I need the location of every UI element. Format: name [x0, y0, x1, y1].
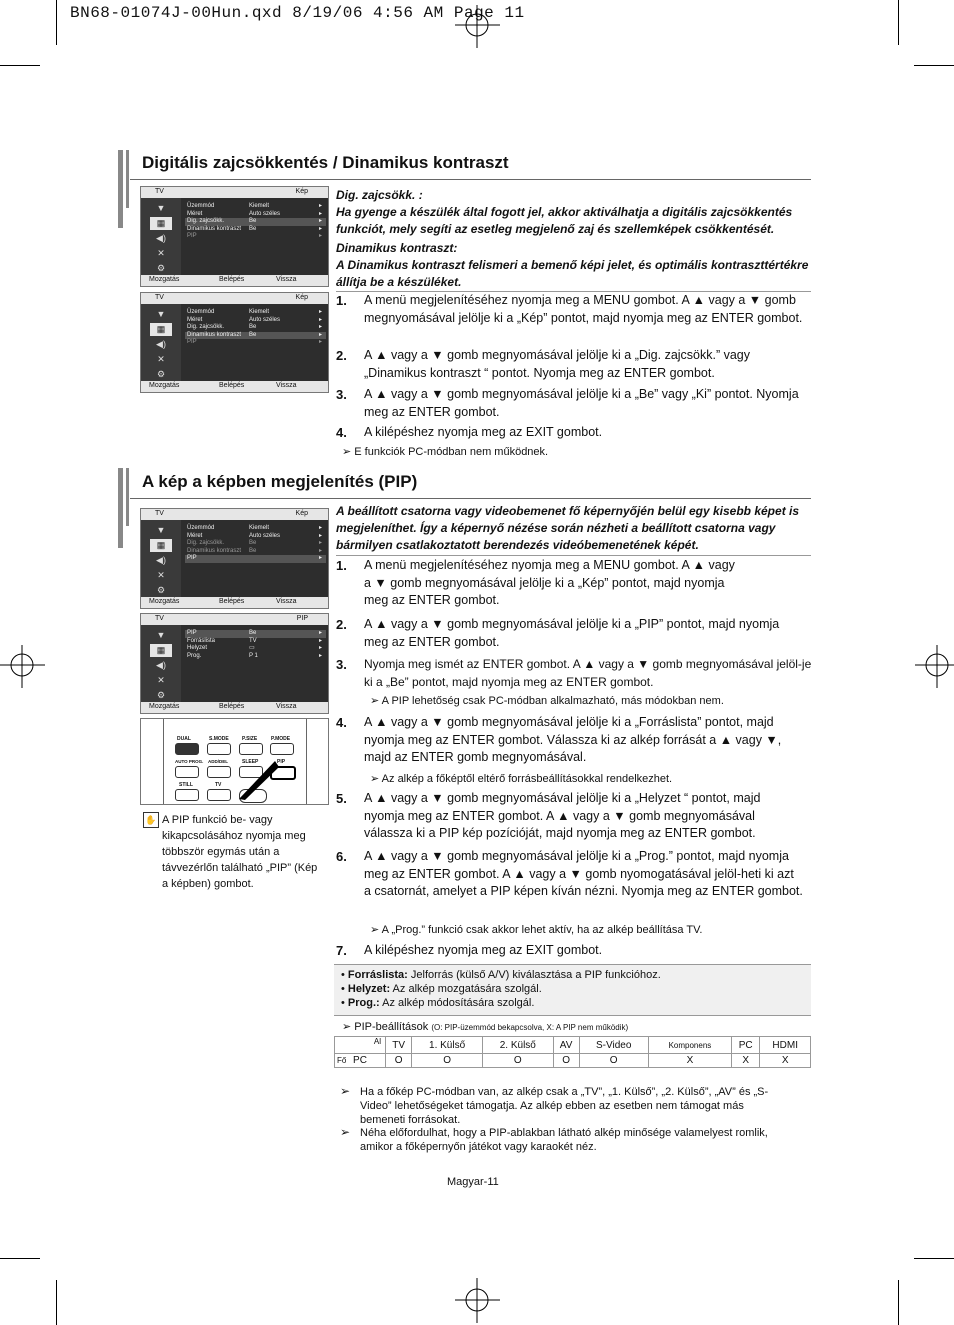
table-header: HDMI — [760, 1037, 811, 1054]
table-header-row — [335, 1037, 811, 1054]
setup-icon: ⚙ — [156, 263, 166, 273]
dig-text: Ha gyenge a készülék által fogott jel, akkor aktiválhatja a digitális zajcsökkentés funkciót, mely segíti az esetleg megjelenő zaj és szellemképek csökkentését. — [336, 205, 793, 236]
dyn-text: A Dinamikus kontraszt felismeri a bemenő képi jelet, és optimális kontraszttértékre állítja be a készüléket. — [336, 258, 809, 289]
sound-icon: ◀) — [156, 660, 166, 670]
step-number: 3. — [336, 657, 347, 672]
pip-settings-label: ➢ PIP-beállítások (O: PIP-üzemmód bekapcsolva, X: A PIP nem működik) — [342, 1021, 629, 1033]
picture-icon: ▦ — [150, 217, 172, 230]
picture-icon: ▦ — [150, 644, 172, 657]
menu-source: TV — [155, 188, 164, 195]
step-text: A ▲ vagy a ▼ gomb megnyomásával jelölje ki a „Be” vagy „Ki” pontot. Nyomja meg az ENTER gombot. — [364, 387, 799, 419]
footer-move: Mozgatás — [149, 703, 180, 710]
registration-mark-icon — [455, 0, 500, 50]
step-text: A menü megjelenítéséhez nyomja meg a MENU gombot. A ▲ vagy a ▼ gomb megnyomásával jelölje ki a „Kép” pontot, majd nyomja meg az ENTER gombot. — [364, 293, 803, 325]
tv-menu-screen — [140, 508, 329, 609]
dual-button[interactable] — [175, 743, 199, 755]
step-text: A kilépéshez nyomja meg az EXIT gombot. — [364, 943, 603, 957]
crop-mark — [56, 1280, 57, 1325]
note-arrow-icon: ➢ — [370, 924, 382, 936]
psize-button[interactable] — [239, 743, 263, 755]
table-row-label: PC — [335, 1054, 386, 1068]
registration-mark-icon — [455, 1276, 500, 1325]
adddel-button[interactable] — [207, 766, 231, 778]
step-number: 3. — [336, 387, 347, 402]
crop-mark — [914, 65, 954, 66]
menu-row: Üzemmód Kiemelt ▸ — [187, 203, 322, 209]
note-arrow-icon: ➢ — [342, 1021, 355, 1033]
footer-back: Vissza — [276, 382, 297, 389]
note-line: ➢ A „Prog.” funkció csak akkor lehet aktív, ha az alkép beállítása TV. — [370, 924, 703, 936]
remote-hint-icon: ✋ — [143, 812, 159, 828]
tv-button[interactable] — [207, 789, 231, 801]
step-text: A ▲ vagy a ▼ gomb megnyomásával jelölje ki a „Prog.” pontot, majd nyomja meg az ENTER gombot. A ▲ vagy a ▼ gomb nyomogatásával jelöl-heti ki azt a csatornát, amelyet a PIP képen kíván nézni. Nyomja meg az ENTER gombot. — [364, 849, 803, 898]
picture-icon: ▦ — [150, 323, 172, 336]
channel-icon: ✕ — [157, 248, 165, 258]
menu-row: PIP Be ▸ — [185, 630, 326, 638]
menu-row: PIP ▸ — [187, 233, 322, 239]
file-header: BN68-01074J-00Hun.qxd 8/19/06 4:56 AM Page 11 — [70, 4, 525, 22]
remote-label: SLEEP — [242, 759, 259, 765]
table-cell: O — [482, 1054, 553, 1068]
menu-row: Méret Auto széles ▸ — [187, 532, 322, 539]
table-header: TV — [386, 1037, 412, 1054]
step-number: 2. — [336, 617, 347, 632]
table-row — [335, 1054, 811, 1068]
smode-button[interactable] — [207, 743, 231, 755]
menu-row: Prog. P 1 ▸ — [187, 652, 322, 659]
antenna-icon: ▼ — [156, 203, 166, 213]
table-corner: Al Fő — [335, 1037, 386, 1054]
bullet-list — [341, 968, 661, 1010]
antenna-icon: ▼ — [156, 630, 166, 640]
note-arrow-icon: ➢ — [342, 446, 355, 458]
autoprog-button[interactable] — [175, 766, 199, 778]
footer-back: Vissza — [276, 276, 297, 283]
footer-enter: Belépés — [219, 382, 245, 389]
footer-enter: Belépés — [219, 276, 245, 283]
channel-icon: ✕ — [157, 675, 165, 685]
pip-intro: A beállított csatorna vagy videobemenet fő képernyőjén belül egy kisebb képet is megjeleníthet. Így a képernyő nézése során nézheti a beállított csatorna vagy bármilyen csatlakoztatott berendezés videóbemenetének képét. — [336, 504, 800, 552]
crop-mark — [898, 0, 899, 45]
section-title: A kép a képben megjelenítés (PIP) — [142, 472, 418, 491]
sound-icon: ◀) — [156, 233, 166, 243]
table-header: PC — [732, 1037, 760, 1054]
remote-label: P.MODE — [271, 736, 291, 742]
footer-back: Vissza — [276, 703, 297, 710]
note-arrow-icon: ➢ — [340, 1084, 351, 1098]
remote-label: DUAL — [177, 736, 191, 742]
pip-settings-table — [334, 1036, 811, 1068]
note-line: ➢ A PIP lehetőség csak PC-módban alkalmazható, más módokban nem. — [370, 695, 724, 707]
setup-icon: ⚙ — [156, 690, 166, 700]
table-header: 1. Külső — [412, 1037, 483, 1054]
step-number: 1. — [336, 293, 347, 308]
tv-menu-screen — [140, 613, 329, 714]
dig-heading: Dig. zajcsökk. : — [336, 188, 423, 202]
note-arrow-icon: ➢ — [370, 773, 382, 785]
menu-row: Üzemmód Kiemelt ▸ — [187, 309, 322, 315]
remote-label: ADD/DEL — [208, 759, 228, 764]
sound-icon: ◀) — [156, 339, 166, 349]
menu-row: PIP ▸ — [185, 555, 326, 563]
remote-illustration — [140, 718, 329, 805]
step-number: 4. — [336, 715, 347, 730]
step-text: A ▲ vagy a ▼ gomb megnyomásával jelölje ki a „Helyzet “ pontot, majd nyomja meg az ENTER gombot. A ▲ vagy a ▼ gomb megnyomásával válassza ki a PIP kép pozícióját, majd nyomja meg az ENTER gombot. — [364, 791, 761, 840]
picture-icon: ▦ — [150, 539, 172, 552]
menu-row: Dig. zajcsökk. Be ▸ — [185, 218, 326, 226]
menu-name: Kép — [295, 188, 308, 195]
step-number: 7. — [336, 943, 347, 958]
menu-row: Dig. zajcsökk. Be ▸ — [187, 324, 322, 330]
step-text: A ▲ vagy a ▼ gomb megnyomásával jelölje ki a „PIP” pontot, majd nyomja meg az ENTER gombot. — [364, 617, 780, 649]
table-header: AV — [553, 1037, 579, 1054]
remote-label: TV — [215, 782, 222, 788]
footer-enter: Belépés — [219, 598, 245, 605]
step-text: A ▲ vagy a ▼ gomb megnyomásával jelölje ki a „Dig. zajcsökk.” vagy „Dinamikus kontraszt “ pontot. Nyomja meg az ENTER gombot. — [364, 348, 751, 380]
table-header: Komponens — [648, 1037, 731, 1054]
step-text: A ▲ vagy a ▼ gomb megnyomásával jelölje ki a „Forráslista” pontot, majd nyomja meg az ENTER gombot. Válassza ki az alkép forrását a ▲ vagy ▼, majd az ENTER gomb megnyomásával. — [364, 715, 782, 764]
section-bar — [126, 468, 129, 526]
footer-move: Mozgatás — [149, 598, 180, 605]
section-bar — [118, 150, 123, 228]
bullet-item: • Forráslista: Jelforrás (külső A/V) kiválasztása a PIP funkcióhoz. — [341, 969, 661, 981]
crop-mark — [56, 0, 57, 45]
step-text: A kilépéshez nyomja meg az EXIT gombot. — [364, 425, 603, 439]
registration-mark-icon — [915, 640, 954, 690]
table-cell: X — [760, 1054, 811, 1068]
crop-mark — [914, 1258, 954, 1259]
divider — [336, 555, 811, 556]
table-cell: O — [579, 1054, 648, 1068]
step-number: 5. — [336, 791, 347, 806]
sound-icon: ◀) — [156, 555, 166, 565]
crop-mark — [0, 1258, 40, 1259]
menu-row: Üzemmód Kiemelt ▸ — [187, 525, 322, 531]
final-note: Néha előfordulhat, hogy a PIP-ablakban látható alkép minősége valamelyest romlik, amikor a főképernyőn játékot vagy karaokét néz. — [360, 1127, 768, 1153]
menu-row: PIP ▸ — [187, 339, 322, 345]
menu-row: Méret Auto széles ▸ — [187, 210, 322, 217]
footer-back: Vissza — [276, 598, 297, 605]
note-arrow-icon: ➢ — [370, 695, 382, 707]
channel-icon: ✕ — [157, 570, 165, 580]
still-button[interactable] — [175, 789, 199, 801]
menu-source: TV — [155, 294, 164, 301]
footer-move: Mozgatás — [149, 382, 180, 389]
menu-name: Kép — [295, 294, 308, 301]
table-cell: O — [553, 1054, 579, 1068]
step-text: Nyomja meg ismét az ENTER gombot. A ▲ vagy a ▼ gomb megnyomásával jelöl-je ki a „Be” pontot, majd nyomja meg az ENTER gombot. — [364, 657, 812, 689]
footer-enter: Belépés — [219, 703, 245, 710]
tv-menu-screen — [140, 186, 329, 287]
footer-move: Mozgatás — [149, 276, 180, 283]
remote-label: STILL — [179, 782, 193, 788]
page-number: Magyar-11 — [447, 1176, 499, 1188]
note-line: ➢ E funkciók PC-módban nem működnek. — [342, 446, 549, 458]
table-cell: O — [386, 1054, 412, 1068]
menu-row: Dig. zajcsökk. Be ▸ — [187, 540, 322, 546]
crop-mark — [898, 1280, 899, 1325]
table-header: 2. Külső — [482, 1037, 553, 1054]
menu-source: TV — [155, 510, 164, 517]
tv-menu-screen — [140, 292, 329, 393]
menu-row: Dinamikus kontraszt Be ▸ — [187, 225, 322, 232]
menu-row: Forráslista TV ▸ — [187, 637, 322, 644]
step-number: 1. — [336, 558, 347, 573]
note-arrow-icon: ➢ — [340, 1125, 351, 1139]
note-line: ➢ Az alkép a főképtől eltérő forrásbeállításokkal rendelkezhet. — [370, 773, 673, 785]
section-rule — [130, 179, 811, 180]
bullet-item: • Prog.: Az alkép módosítására szolgál. — [341, 997, 535, 1009]
section-bar — [126, 150, 129, 208]
table-cell: X — [648, 1054, 731, 1068]
antenna-icon: ▼ — [156, 309, 166, 319]
bullet-item: • Helyzet: Az alkép mozgatására szolgál. — [341, 983, 542, 995]
step-number: 4. — [336, 425, 347, 440]
section-bar — [118, 468, 123, 548]
setup-icon: ⚙ — [156, 369, 166, 379]
setup-icon: ⚙ — [156, 585, 166, 595]
channel-icon: ✕ — [157, 354, 165, 364]
table-header: S-Video — [579, 1037, 648, 1054]
pointer-arrow-icon — [231, 755, 281, 800]
table-cell: X — [732, 1054, 760, 1068]
final-note: Ha a főkép PC-módban van, az alkép csak a „TV”, „1. Külső”, „2. Külső”, „AV” és „S-Video” lehetőségeket támogatja. Az alkép ebben az esetben nem támogat más bemeneti forrásokat. — [360, 1086, 769, 1126]
crop-mark — [0, 65, 40, 66]
remote-label: PIP — [277, 759, 286, 765]
pmode-button[interactable] — [270, 743, 294, 755]
registration-mark-icon — [0, 640, 45, 690]
antenna-icon: ▼ — [156, 525, 166, 535]
dyn-heading: Dinamikus kontraszt: — [336, 241, 458, 255]
menu-row: Helyzet ▭ ▸ — [187, 645, 322, 651]
step-number: 2. — [336, 348, 347, 363]
menu-name: PIP — [296, 615, 308, 622]
section-title: Digitális zajcsökkentés / Dinamikus kontraszt — [142, 153, 509, 172]
step-number: 6. — [336, 849, 347, 864]
menu-name: Kép — [295, 510, 308, 517]
table-cell: O — [412, 1054, 483, 1068]
menu-row: Dinamikus kontraszt Be ▸ — [187, 547, 322, 554]
menu-source: TV — [155, 615, 164, 622]
section-rule — [130, 498, 811, 499]
remote-label: AUTO PROG. — [175, 759, 204, 764]
remote-label: P.SIZE — [242, 736, 258, 742]
menu-row: Méret Auto széles ▸ — [187, 316, 322, 323]
remote-label: S.MODE — [209, 736, 229, 742]
remote-note: A PIP funkció be- vagy kikapcsolásához nyomja meg többször egymás után a távvezérlőn található „PIP” (Kép a képben) gombot. — [162, 814, 318, 890]
step-text: A menü megjelenítéséhez nyomja meg a MENU gombot. A ▲ vagy a ▼ gomb megnyomásával jelölje ki a „Kép” pontot, majd nyomja meg az ENTER gombot. — [364, 558, 735, 607]
menu-row: Dinamikus kontraszt Be ▸ — [185, 332, 326, 340]
